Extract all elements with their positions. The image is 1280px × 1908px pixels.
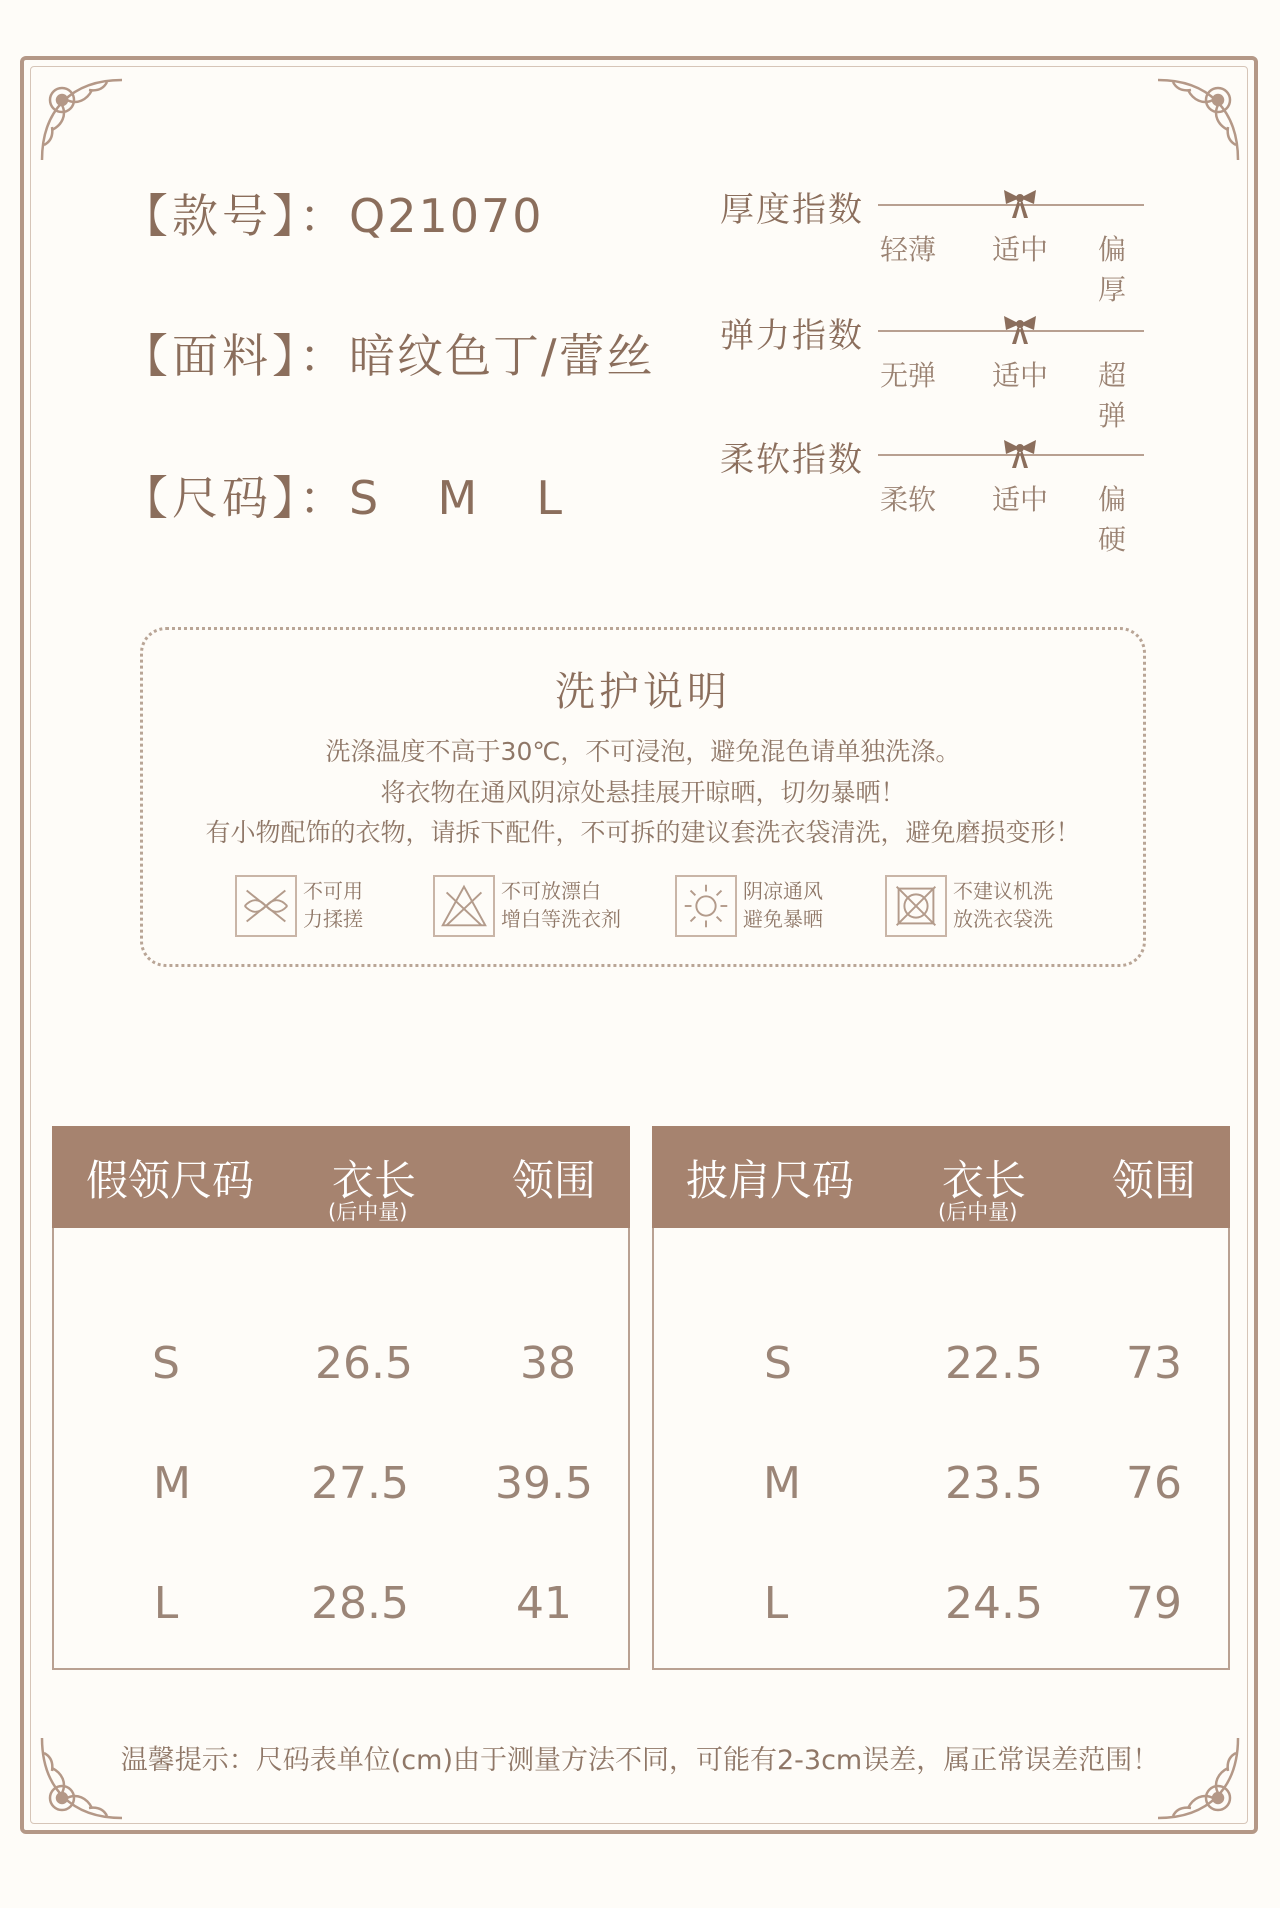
table-cell: 24.5 [945,1578,1043,1629]
table-header [652,1126,1230,1228]
no-wring-icon [235,875,297,937]
table-cell: 76 [1126,1458,1182,1509]
softness-index [720,432,1150,556]
index-low-label: 柔软 [880,483,937,516]
index-low-label: 轻薄 [880,233,937,266]
care-symbol-text: 避免暴晒 [743,907,823,931]
index-name: 厚度指数 [720,190,864,230]
care-symbol-text: 不可用 [303,879,363,903]
header-length: 衣长 [942,1156,1027,1205]
care-instructions-box [140,627,1146,967]
table-cell: M [763,1458,801,1509]
elasticity-index [720,308,1150,432]
table-cell: 73 [1126,1338,1182,1389]
table-cell: 23.5 [945,1458,1043,1509]
table-cell: 26.5 [315,1338,413,1389]
table-cell: L [763,1578,789,1629]
care-line: 将衣物在通风阴凉处悬挂展开晾晒，切勿暴晒！ [380,778,906,807]
table-cell: 28.5 [311,1578,409,1629]
table-cell: 27.5 [311,1458,409,1509]
size-row [122,462,572,528]
table-cell: 79 [1126,1578,1182,1629]
care-symbol-text: 不建议机洗 [953,879,1053,903]
care-symbol-text: 增白等洗衣剂 [501,907,621,931]
index-mid-label: 适中 [992,483,1049,516]
table-cell: 22.5 [945,1338,1043,1389]
header-size: 披肩尺码 [686,1156,855,1205]
index-name: 柔软指数 [720,440,864,480]
style-number-label: 【款号】： [122,189,349,243]
size-label: 【尺码】： [122,471,349,525]
table-cell: 38 [520,1338,576,1389]
index-name: 弹力指数 [720,316,864,356]
table-cell: S [152,1338,180,1389]
bow-marker-icon [1000,438,1040,470]
care-symbol-text: 不可放漂白 [501,879,601,903]
index-high-label: 偏厚 [1098,233,1127,306]
care-line: 有小物配饰的衣物，请拆下配件，不可拆的建议套洗衣袋清洗，避免磨损变形！ [205,818,1081,847]
corner-ornament-icon [1148,70,1248,170]
header-neck: 领围 [512,1156,597,1205]
index-mid-label: 适中 [992,233,1049,266]
care-symbol-text: 力揉搓 [303,907,363,931]
collar-size-table [52,1126,630,1670]
index-mid-label: 适中 [992,359,1049,392]
care-symbol-text: 放洗衣袋洗 [953,907,1053,931]
bow-marker-icon [1000,188,1040,220]
header-length-note: (后中量) [938,1200,1018,1224]
style-number-row [122,180,544,246]
fabric-value: 暗纹色丁/蕾丝 [349,329,655,383]
table-cell: S [764,1338,792,1389]
measurement-tip: 温馨提示：尺码表单位(cm)由于测量方法不同，可能有2-3cm误差，属正常误差范围！ [120,1745,1160,1776]
shade-dry-icon [675,875,737,937]
table-cell: 41 [516,1578,572,1629]
shawl-size-table [652,1126,1230,1670]
no-bleach-icon [433,875,495,937]
header-size: 假领尺码 [86,1156,255,1205]
bow-marker-icon [1000,314,1040,346]
table-cell: 39.5 [495,1458,593,1509]
care-title: 洗护说明 [555,669,731,715]
style-number-value: Q21070 [349,189,544,243]
index-high-label: 偏硬 [1098,483,1127,556]
corner-ornament-icon [32,70,132,170]
table-header [52,1126,630,1228]
header-length-note: (后中量) [328,1200,408,1224]
thickness-index [720,182,1150,306]
fabric-row [122,320,655,386]
fabric-label: 【面料】： [122,329,349,383]
size-value: S M L [349,471,573,525]
header-neck: 领围 [1112,1156,1197,1205]
table-cell: L [153,1578,179,1629]
index-high-label: 超弹 [1098,359,1127,432]
no-machine-wash-icon [885,875,947,937]
index-low-label: 无弹 [880,359,937,392]
care-symbol-text: 阴凉通风 [743,879,823,903]
care-line: 洗涤温度不高于30℃，不可浸泡，避免混色请单独洗涤。 [325,737,961,766]
table-cell: M [153,1458,191,1509]
header-length: 衣长 [332,1156,417,1205]
